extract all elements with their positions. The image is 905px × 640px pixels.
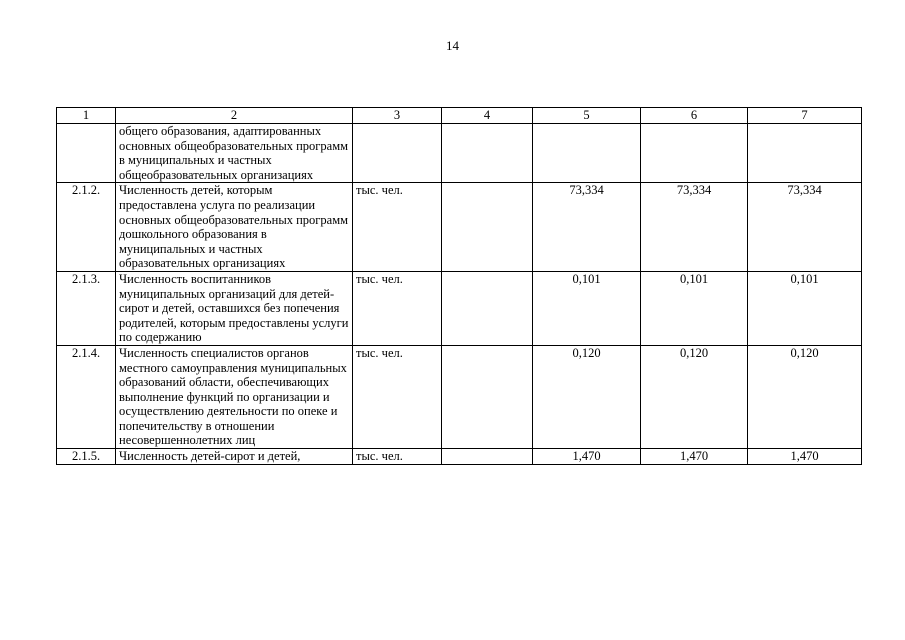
- row-col5: 1,470: [533, 449, 641, 465]
- column-header: 7: [748, 108, 862, 124]
- column-header: 5: [533, 108, 641, 124]
- row-col7: [748, 124, 862, 183]
- row-unit: тыс. чел.: [353, 345, 442, 448]
- row-col5: [533, 124, 641, 183]
- row-name: Численность специалистов органов местного самоуправления муниципальных образований области, обеспечивающих выполнение функций по организации и осуществлению деятельности по опеке и попечительству в отношении несовершеннолетних лиц: [116, 345, 353, 448]
- row-col4: [442, 271, 533, 345]
- table-row: [57, 345, 862, 448]
- row-number: 2.1.5.: [57, 449, 116, 465]
- row-col4: [442, 124, 533, 183]
- row-number: 2.1.2.: [57, 183, 116, 272]
- column-header: 6: [641, 108, 748, 124]
- table-row: [57, 183, 862, 272]
- row-col4: [442, 345, 533, 448]
- header-row: [57, 108, 862, 124]
- column-header: 3: [353, 108, 442, 124]
- row-col7: 1,470: [748, 449, 862, 465]
- page-number: 14: [446, 38, 459, 53]
- row-name: Численность воспитанников муниципальных организаций для детей-сирот и детей, оставшихся без попечения родителей, которым предоставлены услуги по содержанию: [116, 271, 353, 345]
- table-row: [57, 271, 862, 345]
- row-number: 2.1.3.: [57, 271, 116, 345]
- row-col6: 73,334: [641, 183, 748, 272]
- row-col7: 0,120: [748, 345, 862, 448]
- row-col7: 0,101: [748, 271, 862, 345]
- column-header: 2: [116, 108, 353, 124]
- row-number: [57, 124, 116, 183]
- row-unit: тыс. чел.: [353, 449, 442, 465]
- table-row: [57, 449, 862, 465]
- row-col6: [641, 124, 748, 183]
- row-col6: 0,120: [641, 345, 748, 448]
- row-name: Численность детей-сирот и детей,: [116, 449, 353, 465]
- row-col7: 73,334: [748, 183, 862, 272]
- row-col6: 0,101: [641, 271, 748, 345]
- data-table: [56, 107, 862, 465]
- row-col4: [442, 449, 533, 465]
- row-unit: тыс. чел.: [353, 271, 442, 345]
- row-name: общего образования, адаптированных основных общеобразовательных программ в муниципальных и частных общеобразовательных организациях: [116, 124, 353, 183]
- row-number: 2.1.4.: [57, 345, 116, 448]
- row-col5: 0,101: [533, 271, 641, 345]
- row-col4: [442, 183, 533, 272]
- row-unit: тыс. чел.: [353, 183, 442, 272]
- table-row: [57, 124, 862, 183]
- row-col5: 0,120: [533, 345, 641, 448]
- column-header: 4: [442, 108, 533, 124]
- row-unit: [353, 124, 442, 183]
- row-col5: 73,334: [533, 183, 641, 272]
- row-name: Численность детей, которым предоставлена услуга по реализации основных общеобразовательных программ дошкольного образования в муниципальных и частных образовательных организациях: [116, 183, 353, 272]
- row-col6: 1,470: [641, 449, 748, 465]
- column-header: 1: [57, 108, 116, 124]
